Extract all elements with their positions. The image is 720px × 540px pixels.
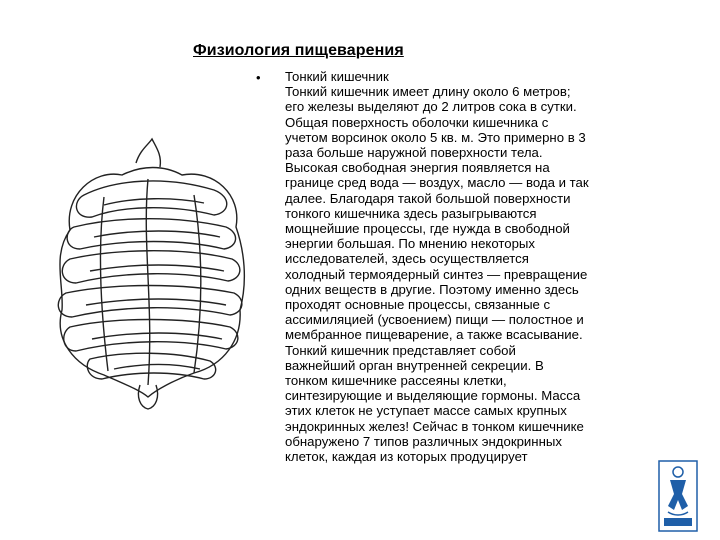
intestine-fold-line bbox=[86, 299, 226, 305]
intestine-fold-line bbox=[104, 199, 204, 205]
bullet-body-text: Тонкий кишечник имеет длину около 6 метров; его железы выделяют до 2 литров сока в сутки. Общая поверхность оболочки кишечника с учетом ворсинок около 5 кв. м. Это примерно в 3 раза больше наружной поверхности тела. Высокая свободная энергия появляется на границе сред вода — воздух, масло — вода и так далее. Благодаря такой большой поверхности тонкого кишечника здесь разыгрываются мощнейшие процессы, где нужда в свободной энергии большая. По мнению некоторых исследователей, здесь осуществляется холодный термоядерный синтез — превращение одних веществ в другие. Поэтому именно здесь проходят основные процессы, связанные с ассимиляцией (усвоением) пищи — полостное и мембранное пищеварение, а также всасывание. Тонкий кишечник представляет собой важнейший орган внутренней секреции. В тонком кишечнике рассеяны клетки, синтезирующие и выделяющие гормоны. Масса этих клеток не уступает массе самых крупных эндокринных желез! Сейчас в тонком кишечнике обнаружено 7 типов различных эндокринных клеток, каждая из которых продуцирует bbox=[285, 84, 589, 465]
bullet-heading: Тонкий кишечник bbox=[285, 69, 389, 84]
intestine-loop bbox=[62, 251, 240, 283]
intestine-fold-line bbox=[94, 231, 220, 237]
intestine-loop bbox=[64, 320, 238, 352]
intestine-loop bbox=[58, 286, 242, 318]
bullet-marker: • bbox=[256, 70, 261, 85]
intestine-crossing bbox=[146, 179, 149, 385]
small-intestine-illustration bbox=[44, 135, 254, 410]
slide-title: Физиология пищеварения bbox=[193, 42, 404, 59]
intestine-fold-line bbox=[90, 265, 224, 271]
bullet-content bbox=[285, 69, 695, 464]
intestine-loop bbox=[67, 219, 235, 249]
intestine-fold-line bbox=[114, 365, 200, 370]
publisher-logo bbox=[658, 460, 698, 532]
intestine-fold-line bbox=[92, 333, 222, 339]
intestine-top-stalk bbox=[136, 139, 160, 167]
